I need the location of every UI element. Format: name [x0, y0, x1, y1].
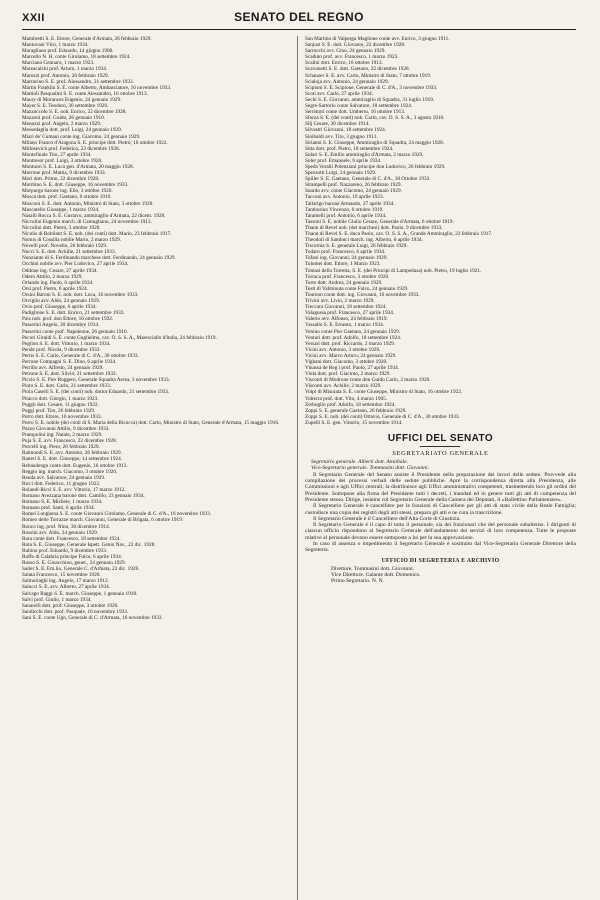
senator-entry: Tacconi avv. Antonio, 19 aprile 1923.: [304, 194, 384, 201]
senator-entry: Raneri S. E. dott. Giuseppe, 14 settembre 1924.: [22, 456, 123, 463]
senator-entry: Romei Longhena S. E. conte Giovanni Girolamo, Generale di C. d'A., 16 novembre 1933.: [22, 511, 212, 518]
senator-entry: Sandicchi dott. prof. Pasquale, 16 novembre 1933.: [22, 608, 129, 615]
senator-entry: Nucci S. E. dott. Achille, 21 settembre 1933.: [22, 249, 116, 256]
senator-entry: Padiglione S. E. dott. Enrico, 21 settembre 1933.: [22, 310, 125, 317]
senator-entry: Romeo delle Torrazze march. Giovanni, Generale di Brigata, 6 ottobre 1919.: [22, 517, 184, 524]
senator-entry: Silj Cesare, 30 dicembre 1914.: [304, 121, 370, 128]
senator-entry: Sirianni S. E. Giuseppe, Ammiraglio di Squadra, 24 maggio 1928.: [304, 139, 445, 146]
senator-entry: Mormino S. E. dott. Giuseppe, 16 novembre 1933.: [22, 182, 129, 189]
senator-entry: Piola Caselli S. E. (dei conti) nob. dottor Eduardo, 21 settembre 1933.: [22, 389, 170, 396]
section-subtitle: SEGRETARIATO GENERALE: [392, 450, 489, 457]
senator-entry: Sanarelli dott. prof. Giuseppe, 3 ottobre 1920.: [22, 602, 119, 609]
paragraph: Il Segretario Generale del Senato assiste il Presidente nella preparazione dei lavori delle sedute. Provvede alla compilazione dei processi verbali delle sedute pubbliche. Apre la corrispondenza diretta alla Presidenza, alle Commissioni e agli Uffici centrali; la distribuisce agli Uffici amministrativi competenti, trasmettendo loro gli ordini del Presidente. Sottopone alla firma del Presidente tutti i decreti, i mandati ed in genere tutti gli atti di competenza del Presidente stesso. Dirige, insieme col Segretario Generale della Camera dei Deputati, il «Bollettino Parlamentare».: [304, 471, 576, 503]
senator-entry: Scalini dott. Enrico, 16 ottobre 1913.: [304, 60, 383, 67]
senator-entry: Nomis di Cossilla nobile Mario, 2 marzo 1929.: [22, 237, 122, 244]
senator-entry: Passerini Angelo, 30 dicembre 1914.: [22, 322, 100, 329]
senator-entry: Puja S. E. avv. Francesco, 22 dicembre 1928.: [22, 438, 118, 445]
senator-entry: Niccolini dott. Pietro, 3 ottobre 1920.: [22, 224, 101, 231]
title-rule: [420, 446, 460, 447]
senator-entry: Rota conte dott. Francesco, 18 settembre 1924.: [22, 535, 121, 542]
senator-entry: Orsini Baroni S. E. nob. dott. Luca, 16 novembre 1933.: [22, 291, 139, 298]
two-column-body: [22, 36, 576, 900]
senator-entry: Passerini conte prof. Napoleone, 26 gennaio 1910.: [22, 328, 128, 335]
senator-entry: Romano Avezzana barone dott. Camillo, 23 gennaio 1934.: [22, 493, 145, 500]
senator-entry: Zerboglio prof. Adolfo, 18 settembre 1924.: [304, 401, 396, 408]
senator-entry: Salvi prof. Giulio, 1 marzo 1934.: [22, 596, 92, 603]
senator-entry: Silvestri Giovanni, 18 settembre 1924.: [304, 127, 387, 134]
senator-entry: Salata Francesco, 15 novembre 1920.: [22, 572, 101, 579]
senator-entry: Mosca dott. prof. Gaetano, 6 ottobre 1919.: [22, 194, 112, 201]
senator-entry: Sanjust S. E. dott. Giovanni, 22 dicembre 1928.: [304, 42, 406, 49]
senator-entry: Rolandi-Ricci S. E. avv. Vittorio, 17 marzo 1912.: [22, 486, 126, 493]
senator-entry: Venturi dott. prof. Adolfo, 18 settembre 1924.: [304, 334, 402, 341]
senator-entry: Salmoiraghi ing. Angelo, 17 marzo 1912.: [22, 578, 109, 585]
senator-entry: Tomasi della Torretta, S. E. (dei Principi di Lampedusa) nob. Pietro, 19 luglio 1921.: [304, 267, 482, 274]
senator-entry: Mattioli Pasqualini S. E. conte Alessandro, 16 ottobre 1913.: [22, 90, 148, 97]
page-header: [22, 10, 576, 30]
senator-entry: Versari dott. prof. Riccardo, 2 marzo 1929.: [304, 340, 396, 347]
senator-entry: Mambretti S. E. Ettore, Generale d'Armata, 26 febbraio 1929.: [22, 36, 152, 42]
senator-entry: Visconti di Modrone conte don Guido Carlo, 2 marzo 1920.: [304, 377, 431, 384]
senator-entry: Poggi prof. Tito, 26 febbraio 1929.: [22, 407, 96, 414]
senator-entry: Ronco ing. prof. Nino, 30 dicembre 1914.: [22, 523, 111, 530]
senator-entry: Martin Franklin S. E. conte Alberto, Ambasciatore, 16 novembre 1933.: [22, 84, 172, 91]
section-title: UFFICI DEL SENATO: [387, 433, 494, 444]
senator-entry: Torraca prof. Francesco, 3 ottobre 1920.: [304, 273, 390, 280]
senator-entry: Vicini avv. Antonio, 3 ottobre 1920.: [304, 346, 381, 353]
senator-entry: San Martino di Valperga Maglione conte avv. Enrico, 3 giugno 1911.: [304, 36, 450, 42]
running-title: SENATO DEL REGNO: [234, 10, 364, 24]
senator-entry: Reggio ing. march. Giacomo, 3 ottobre 1920.: [22, 468, 118, 475]
senator-entry: Sinibaldi avv. Tito, 3 giugno 1911.: [304, 133, 378, 140]
senator-entry: Mazzoccolo S. E. nob. Enrico, 22 dicembre 1928.: [22, 109, 127, 116]
left-column: [22, 36, 293, 900]
senator-entry: Spezzotti Luigi, 24 gennaio 1929.: [304, 170, 377, 177]
senator-entry: Schanzer S. E. avv. Carlo, Ministro di Stato, 7 ottobre 1919.: [304, 72, 432, 79]
senator-entry: Mosconi S. E. dott. Antonio, Ministro di Stato, 3 ottobre 1920.: [22, 200, 154, 207]
senator-entry: Nasalli Rocca S. E. Gustavo, ammiraglio d'Armata, 22 dicem. 1928.: [22, 212, 166, 219]
senator-entry: Speda Veralli Potenziani principe don Ludovico, 26 febbraio 1929.: [304, 163, 446, 170]
senator-entry: Strampelli prof. Nazzareno, 26 febbraio 1929.: [304, 182, 402, 189]
senator-entry: Montresor prof. Luigi, 3 ottobre 1920.: [22, 157, 103, 164]
senator-entry: Segre-Sartorio conte Salvatore, 18 settembre 1924.: [304, 103, 413, 110]
right-column: [305, 36, 576, 900]
senator-entry: Tournon conte dott. ing. Giovanni, 16 novembre 1933.: [304, 291, 420, 298]
senator-entry: Volpi di Misurata S. E. conte Giuseppe, Ministro di Stato, 16 ottobre 1922.: [304, 389, 463, 396]
senator-entry: Tiscornia S. E. generale Luigi, 26 febbraio 1929.: [304, 243, 408, 250]
senator-entry: Rebaudengo conte dott. Eugenio, 16 ottobre 1913.: [22, 462, 128, 469]
senator-entry: Scaduto prof. avv. Francesco, 1 marzo 1923.: [304, 54, 399, 61]
senator-entry: Tosti di Valminuta conte Fulco, 24 gennaio 1929.: [304, 285, 409, 292]
senator-entry: Sforza S. E. (dei conti) nob. Carlo, cav. O. S. S. A., 3 agosto 1916.: [304, 115, 445, 122]
senator-entry: Menozzi prof. Angelo, 2 marzo 1929.: [22, 121, 102, 128]
senator-entry: Marciano Gennaro, 1 marzo 1923.: [22, 60, 95, 67]
senator-entry: Milano Franco d'Aragona S. E. principe dott. Pietro, 16 ottobre 1922.: [22, 139, 168, 146]
senator-entry: Zoppi S. E. nob. (dei conti) Ottavio, Generale di C. d'A., 30 ottobre 1933.: [304, 413, 460, 420]
senator-entry: Millosevich prof. Federico, 22 dicembre 1928.: [22, 145, 120, 152]
senator-entry: Tallarigo barone Armando, 27 aprile 1934.: [304, 200, 395, 207]
senator-entry: Orviglio avv. Aldo, 24 gennaio 1929.: [22, 298, 101, 305]
senator-entry: Valagussa prof. Francesco, 27 aprile 1934.: [304, 310, 395, 317]
senator-entry: Theodoli di Sambuci march. ing. Alberto, 6 aprile 1934.: [304, 237, 423, 244]
senator-entry: Taramelli prof. Antonio, 6 aprile 1934.: [304, 212, 387, 219]
senator-entry: Vighani dott. Giacomo, 3 ottobre 1920.: [304, 358, 388, 365]
senator-entry: Miari de' Cumani conte ing. Giacomo, 24 gennaio 1929.: [22, 133, 141, 140]
staff-line: Segretario generale. Alberti dott. Annibale.: [310, 459, 408, 465]
senator-entry: Montefinale Tito, 27 aprile 1934.: [22, 151, 92, 158]
senator-entry: Scavonetti S. E. dott. Gaetano, 22 dicembre 1928.: [304, 66, 410, 73]
senator-entry: Maragliano prof. Edoardo, 14 giugno 1900.: [22, 48, 114, 55]
senator-entry: Tassoni S. E. nobile Giulio Cesare, Generale d'Armata, 6 ottobre 1919.: [304, 218, 454, 225]
senator-entry: Spiller S. E. Gaetano, Generale di C. d'A., 30 Ottobre 1933.: [304, 176, 431, 183]
senator-entry: Pais nob. prof. don Ettore, 16 ottobre 1922.: [22, 316, 114, 323]
senator-entry: Pozzo Giovanni Attilio, 9 dicembre 1933.: [22, 426, 110, 432]
senator-entry: Valerio avv. Alfonso, 24 febbraio 1919.: [304, 316, 388, 323]
senator-entry: Mori dott. Primo, 22 dicembre 1928.: [22, 176, 100, 183]
uffici-section: [305, 433, 576, 585]
senator-entry: Rubino prof. Edoardo, 9 dicembre 1933.: [22, 547, 108, 554]
senator-entry: Peglion S. E. dott. Vittorio, 1 marzo 1934.: [22, 340, 111, 347]
senator-entry: Pende prof. Nicola, 9 dicembre 1933.: [22, 346, 101, 353]
senator-entry: Russo S. E. Gioacchino, gener., 24 gennaio 1929.: [22, 560, 126, 567]
senator-entry: Romano S. E. Michele, 1 marzo 1934.: [22, 499, 103, 506]
page-number: XXII: [22, 12, 45, 24]
senator-entry: Rota S. E. Giuseppe, Generale Ispett. Genio Nav., 22 dic. 1928.: [22, 541, 156, 548]
senator-entry: Marozzi prof. Antonio, 26 febbraio 1929.: [22, 72, 109, 79]
senator-entry: Messedaglia dott. prof. Luigi, 24 gennaio 1929.: [22, 127, 123, 134]
senator-entry: Todaro prof. Francesco, 6 aprile 1934.: [304, 249, 386, 256]
senator-entry: Mayer S. E. Teodoro, 30 settembre 1920.: [22, 103, 109, 110]
senator-entry: Raimondi S. E. avv. Antonio, 26 febbraio 1929.: [22, 450, 122, 457]
senator-entry: Romano prof. Santi, 6 aprile 1934.: [22, 505, 95, 512]
senator-entry: Renda avv. Salvatore, 24 gennaio 1929.: [22, 474, 106, 481]
senator-entry: Zoppi S. E. generale Gaetano, 26 febbraio 1929.: [304, 407, 407, 414]
senator-entry: Purcelli ing. Piero, 26 febbraio 1929.: [22, 444, 100, 451]
senator-entry: Ricci dott. Federico, 11 giugno 1922.: [22, 480, 101, 487]
senator-entry: Trivini avv. Livio, 2 marzo 1929.: [304, 298, 375, 305]
paragraph: Il Segretario Generale è cancelliere per le funzioni di Cancelliere per gli atti di stato civile della Reale Famiglia; custodisce una copia dei registri degli atti stessi, prepara gli atti e ne cura la trascrizione.: [304, 503, 576, 516]
senator-entry: Thaon di Revel S. E. duca Paolo, cav. O. S. S. A., Grande Ammiraglio, 23 febbraio 1917.: [304, 231, 493, 237]
senator-entry: Zupelli S. E. gen. Vittorio, 15 novembre 1914.: [304, 419, 403, 426]
paragraph: Il Segretario Generale è il capo di tutto il personale, sia dei funzionari che del personale subalterno. I dirigenti di ciascun ufficio rispondono al Segretario Generale dell'andamento dei servizi di loro competenza. Tutte le proposte relative al personale devono essere sottoposte a lui per la sua approvazione.: [304, 522, 576, 541]
senator-entry: Pogglı dott. Cesare, 11 giugno 1922.: [22, 401, 99, 408]
senator-entry: Treccani Giovanni, 18 settembre 1924.: [304, 304, 387, 311]
senator-entry: Rossini avv. Aldo, 24 gennaio 1929.: [22, 529, 99, 536]
senator-entry: Odero Attilio, 2 marzo 1929.: [22, 273, 83, 280]
senator-entry: Sechi S. E. Giovanni, ammiraglio di Squadra, 31 luglio 1919.: [304, 96, 435, 103]
senator-entry: Petrillo avv. Alfredo, 24 gennaio 1929.: [22, 365, 104, 372]
archive-staff-line: Vice Direttore. Galante dott. Domenico.: [330, 572, 421, 579]
senator-entry: Prampolini ing. Natale, 2 marzo 1929.: [22, 432, 103, 439]
senator-entry: Porro S. E. nobile (dei conti di S. Maria della Bicocca) dott. Carlo, Ministro di Stato, Generale d'Armata, 15 maggio 1916.: [22, 419, 280, 426]
senator-entry: Scipioni S. E. Scipione, Generale di C. d'A., 3 novembre 1933.: [304, 84, 438, 91]
senator-entry: Salucci S. E. avv. Alberto, 27 aprile 1934.: [22, 584, 111, 591]
senator-entry: Perris S. E. Carlo, Generale di C. d'A., 30 ottobre 1933.: [22, 352, 139, 359]
senator-entry: Mantovani Vico, 1 marzo 1934.: [22, 42, 89, 49]
archive-staff-line: Primo Segretario. N. N.: [330, 578, 385, 585]
senator-entry: Sitta dott. prof. Pietro, 18 settembre 1924.: [304, 145, 394, 152]
senator-entry: Serristori conte dott. Umberto, 16 ottobre 1913.: [304, 109, 406, 116]
senator-entry: Torre dott. Andrea, 24 gennaio 1929.: [304, 279, 383, 286]
paragraph: In caso di assenza o impedimento il Segretario Generale è sostituito dal Vice-Segretario Generale Direttore della Segreteria.: [304, 541, 576, 554]
senator-entry: Petrone S. E. dott. Silvio, 21 settembre 1933.: [22, 371, 117, 378]
senator-entry: Pitacco dott. Giorgio, 1 marzo 1923.: [22, 395, 99, 402]
senator-entry: Nicolis di Robilant S. E. nob. (dei conti) dott. Mario, 23 febbraio 1917.: [22, 231, 172, 237]
senator-entry: Perrone Compagni S. E. Dino, 6 aprile 1934.: [22, 358, 117, 365]
senator-entry: Marracino S. E. prof. Alessandro, 21 settembre 1933.: [22, 78, 134, 85]
senator-entry: Tofani ing. Giovanni, 24 gennaio 1929.: [304, 255, 388, 262]
senator-entry: Pinto S. E. dott. Carlo, 21 settembre 1933.: [22, 383, 111, 390]
senator-entry: Scialoja avv. Antonio, 24 gennaio 1929.: [304, 78, 389, 85]
senator-entry: Montuori S. E. Luca gen. d'Armata, 20 maggio 1928.: [22, 163, 134, 170]
senator-entry: Viola dott. prof. Giacinto, 2 marzo 1929.: [304, 371, 391, 378]
senator-entry: Pecori Giraldi S. E. conte Guglielmo, cav. O. S. S. A., Maresciallo d'Italia, 24 febbraio 1919.: [22, 334, 217, 341]
senator-entry: Muscatello Giuseppe, 1 marzo 1934.: [22, 206, 100, 213]
senator-entry: Occhini nobile avv. Pier Ludovico, 27 aprile 1934.: [22, 261, 129, 268]
senator-entry: Niccolini Eugenio march. di Camugliano, 24 novembre 1913.: [22, 218, 152, 225]
senator-entry: Mazzoni prof. Guido, 26 gennaio 1910.: [22, 115, 106, 122]
senator-entry: Vicini avv. Marco Arturo, 24 gennaio 1929.: [304, 352, 397, 359]
senator-entry: Ovio prof. Giuseppe, 6 aprile 1934.: [22, 304, 97, 311]
senator-entry: Solari S. E. Emilio ammiraglio d'Armata, 2 marzo 1929.: [304, 151, 424, 158]
senator-entry: Sarrocchi avv. Gino, 24 gennaio 1929.: [304, 48, 386, 55]
senator-entry: Porro dott. Ettore, 16 novembre 1933.: [22, 413, 102, 420]
senator-entry: Orsi prof. Pietro, 6 aprile 1924.: [22, 285, 88, 292]
senator-entry: Tolomei dott. Ettore, 1 Marzo 1923.: [304, 261, 381, 268]
senator-entry: Sailer S. E. Em.lio, Generale C. d'Armata, 22 dic. 1928.: [22, 566, 140, 573]
senator-entry: Novelli prof. Novello, 26 febbraio 1929.: [22, 243, 108, 250]
senator-entry: Piccio S. E. Pier Ruggero, Generale Squadra Aerea, 3 novembre 1933.: [22, 377, 170, 384]
right-column-entries: [305, 36, 576, 426]
paragraph: Il Segretario Generale è il Cancelliere dell'Alta Corte di Giustizia.: [312, 515, 461, 522]
senator-entry: Soler prof. Emanuele, 6 aprile 1934.: [304, 157, 382, 164]
senator-entry: Oddone ing. Cesare, 27 aprile 1934.: [22, 267, 98, 274]
senator-entry: Ruffo di Calabria principe Fulco, 6 aprile 1934.: [22, 553, 123, 560]
senator-entry: Morrone prof. Mattia, 9 dicembre 1933.: [22, 170, 106, 177]
senator-entry: Orlando ing. Paolo, 6 aprile 1934.: [22, 279, 94, 286]
senator-entry: Volterra prof. dott. Vito, 4 marzo 1905.: [304, 395, 388, 402]
column-divider: [297, 36, 301, 900]
staff-line: Vice-Segretario generale. Tommasini dott. Giovanni.: [310, 465, 430, 472]
senator-entry: Tamborino Vincenzo, 6 ottobre 1919.: [304, 206, 384, 213]
senator-entry: Salvago Raggi S. E. march. Giuseppe, 1 gennaio 1918.: [22, 590, 138, 597]
senator-entry: Venino conte Pier Gaetano, 24 gennaio 1929.: [304, 328, 401, 335]
senator-entry: Scoti avv. Carlo, 27 aprile 1934.: [304, 90, 373, 97]
senator-entry: Maury di Morancez Eugenio, 24 gennaio 1929.: [22, 96, 122, 103]
senator-entry: Marcello N. H. conte Girolamo, 18 settembre 1924.: [22, 54, 131, 61]
archive-staff-line: Direttore. Tommasini dott. Giovanni.: [330, 565, 415, 572]
senator-entry: Vinassa de Reg i prof. Paolo, 27 aprile 1934.: [304, 365, 400, 372]
archive-title: UFFICIO DI SEGRETERIA E ARCHIVIO: [381, 557, 500, 564]
senator-entry: Morpurgo barone ing. Elio, 3 ottobre 1920.: [22, 188, 113, 195]
senator-entry: Thaon di Revel nob. (dei marchesi) dott. Paolo, 9 dicembre 1933.: [304, 224, 443, 231]
senator-entry: Mareacalchi prof. Arturo, 1 marzo 1934.: [22, 66, 108, 73]
senator-entry: Visconti avv. Achille, 2 marzo 1929.: [304, 383, 382, 390]
senator-entry: Sani S. E. conte Ugo, Generale di C. d'Armata, 16 novembre 1933.: [22, 614, 163, 621]
senator-entry: Suardo avv. conte Giacomo, 24 gennaio 1929.: [304, 188, 402, 195]
senator-entry: Nunziante di S. Ferdinando marchese dott. Ferdinando, 24 gennaio 1929.: [22, 255, 176, 262]
senator-entry: Vassallo S. E. Ernesto, 1 marzo 1934.: [304, 322, 385, 329]
